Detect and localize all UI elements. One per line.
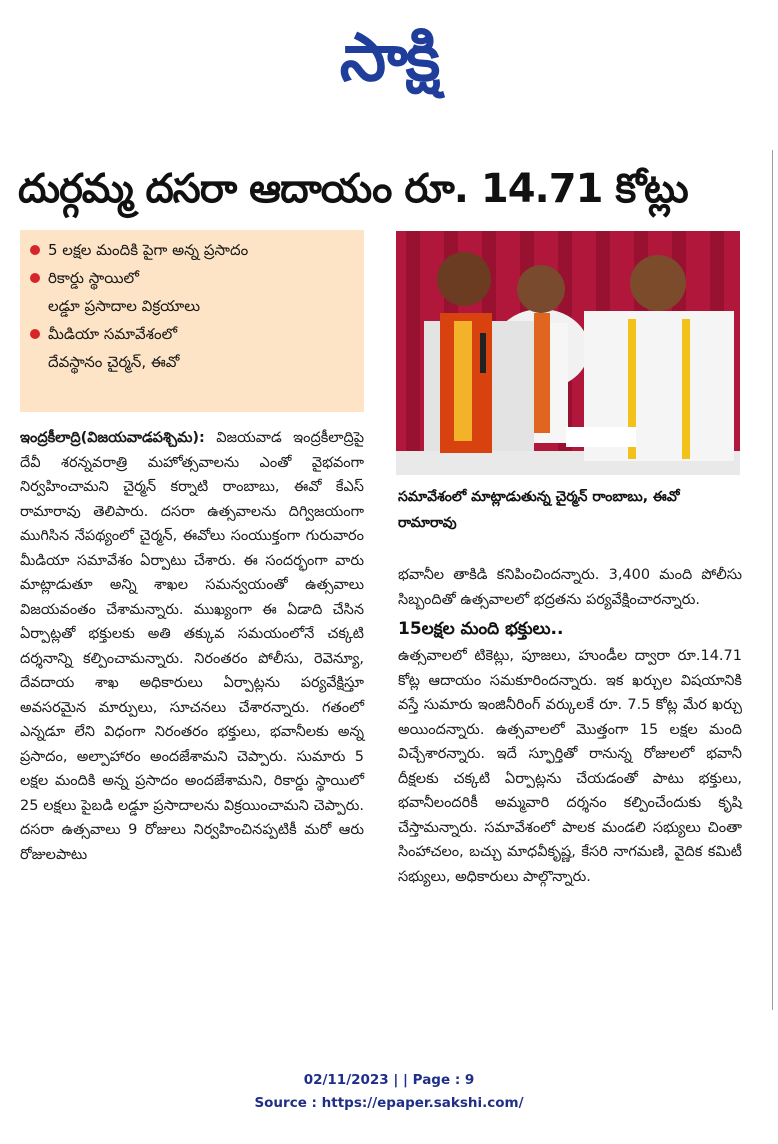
highlight-text-cont: లడ్డూ ప్రసాదాల విక్రయాలు: [48, 297, 201, 315]
photo-illustration: [396, 231, 740, 475]
highlight-item: [30, 236, 356, 264]
subheading: 15లక్షల మంది భక్తులు..: [398, 619, 564, 639]
press-meet-photo: [396, 231, 740, 475]
highlight-item: [30, 320, 356, 376]
footer-date-page: 02/11/2023 | | Page : 9: [303, 1072, 475, 1088]
article-column-2: [398, 563, 742, 889]
highlight-text: 5 లక్షల మందికి పైగా అన్న ప్రసాదం: [48, 241, 249, 259]
article-paragraph: ఉత్సవాలలో టికెట్లు, పూజలు, హుండీల ద్వారా రూ.14.71 కోట్ల ఆదాయం సమకూరిందన్నారు. ఇక ఖర్చుల విషయానికి వస్తే సుమారు ఇంజినీరింగ్ వర్కులకే రూ. 7.5 కోట్ల మేర ఖర్చు అయిందన్నారు. ఉత్సవాలలో మొత్తంగా 15 లక్షల మంది విచ్చేశారన్నారు. ఇదే స్ఫూర్తితో రానున్న రోజులలో భవానీ దీక్షలకు చక్కటి ఏర్పాట్లను చేయడంతో పాటు భక్తులు, భవానీలందరికీ అమ్మవారి దర్శనం కల్పించేందుకు కృషి చేస్తామన్నారు. సమావేశంలో పాలక మండలి సభ్యులు చింతా సింహాచలం, బచ్చు మాధవీకృష్ణ, కేసరి నాగమణి, వైదిక కమిటీ సభ్యులు, అధికారులు పాల్గొన్నారు.: [398, 648, 742, 885]
highlight-text-cont: దేవస్థానం చైర్మన్, ఈవో: [48, 353, 180, 371]
column-divider: [772, 150, 773, 1010]
article-text: విజయవాడ ఇంద్రకీలాద్రిపై దేవీ శరన్నవరాత్రి మహోత్సవాలను ఎంతో వైభవంగా నిర్వహించామని చైర్మన్ కర్నాటి రాంబాబు, ఈవో కేఎస్ రామారావు తెలిపారు. దసరా ఉత్సవాలను దిగ్విజయంగా ముగిసిన నేపథ్యంలో చైర్మన్, ఈవోలు సంయుక్తంగా గురువారం మీడియా సమావేశం ఏర్పాటు చేశారు. ఈ సందర్భంగా వారు మాట్లాడుతూ అన్ని శాఖల సమన్వయంతో ఉత్సవాలు విజయవంతం చేశామన్నారు. ముఖ్యంగా ఈ ఏడాది చేసిన ఏర్పాట్లతో భక్తులకు అతి తక్కువ సమయంలోనే చక్కటి దర్శనాన్ని కల్పించామన్నారు. నిరంతరం పోలీసు, రెవెన్యూ, దేవదాయ శాఖ అధికారులు ఏర్పాట్లను పర్యవేక్షిస్తూ అవసరమైన మార్పులు, సూచనలు చేశారన్నారు. గతంలో ఎన్నడూ లేని విధంగా నిరంతరం భక్తులు, భవానీలకు అన్న ప్రసాదం, అల్పాహారం అందజేశామని చెప్పారు. సుమారు 5 లక్షల మందికి అన్న ప్రసాదం అందజేశామని, రికార్డు స్థాయిలో 25 లక్షలు పైబడి లడ్డూ ప్రసాదాలను విక్రయించామని చెప్పారు. దసరా ఉత్సవాలు 9 రోజులు నిర్వహించినప్పటికీ మరో ఆరు రోజులపాటు: [20, 430, 364, 863]
footer-source: Source : https://epaper.sakshi.com/: [254, 1095, 524, 1111]
dateline: ఇంద్రకీలాద్రి(విజయవాడపశ్చిమ):: [20, 430, 205, 446]
bullet-icon: [30, 245, 40, 255]
photo-caption: సమావేశంలో మాట్లాడుతున్న చైర్మన్ రాంబాబు, ఈవో రామారావు: [398, 489, 680, 531]
masthead-logo: సాక్షి: [339, 19, 439, 96]
highlights-box: [20, 230, 364, 412]
article-paragraph: [20, 426, 364, 867]
headline: దుర్గమ్మ దసరా ఆదాయం రూ. 14.71 కోట్లు: [18, 166, 688, 212]
article-column-1: [20, 426, 364, 867]
highlight-text: మీడియా సమావేశంలో: [48, 325, 178, 343]
article-paragraph: భవానీల తాకిడి కనిపించిందన్నారు. 3,400 మంది పోలీసు సిబ్బందితో ఉత్సవాలలో భద్రతను పర్యవేక్షించారన్నారు.: [398, 567, 742, 608]
bullet-icon: [30, 273, 40, 283]
highlight-text: రికార్డు స్థాయిలో: [48, 269, 139, 287]
highlight-item: [30, 264, 356, 320]
bullet-icon: [30, 329, 40, 339]
